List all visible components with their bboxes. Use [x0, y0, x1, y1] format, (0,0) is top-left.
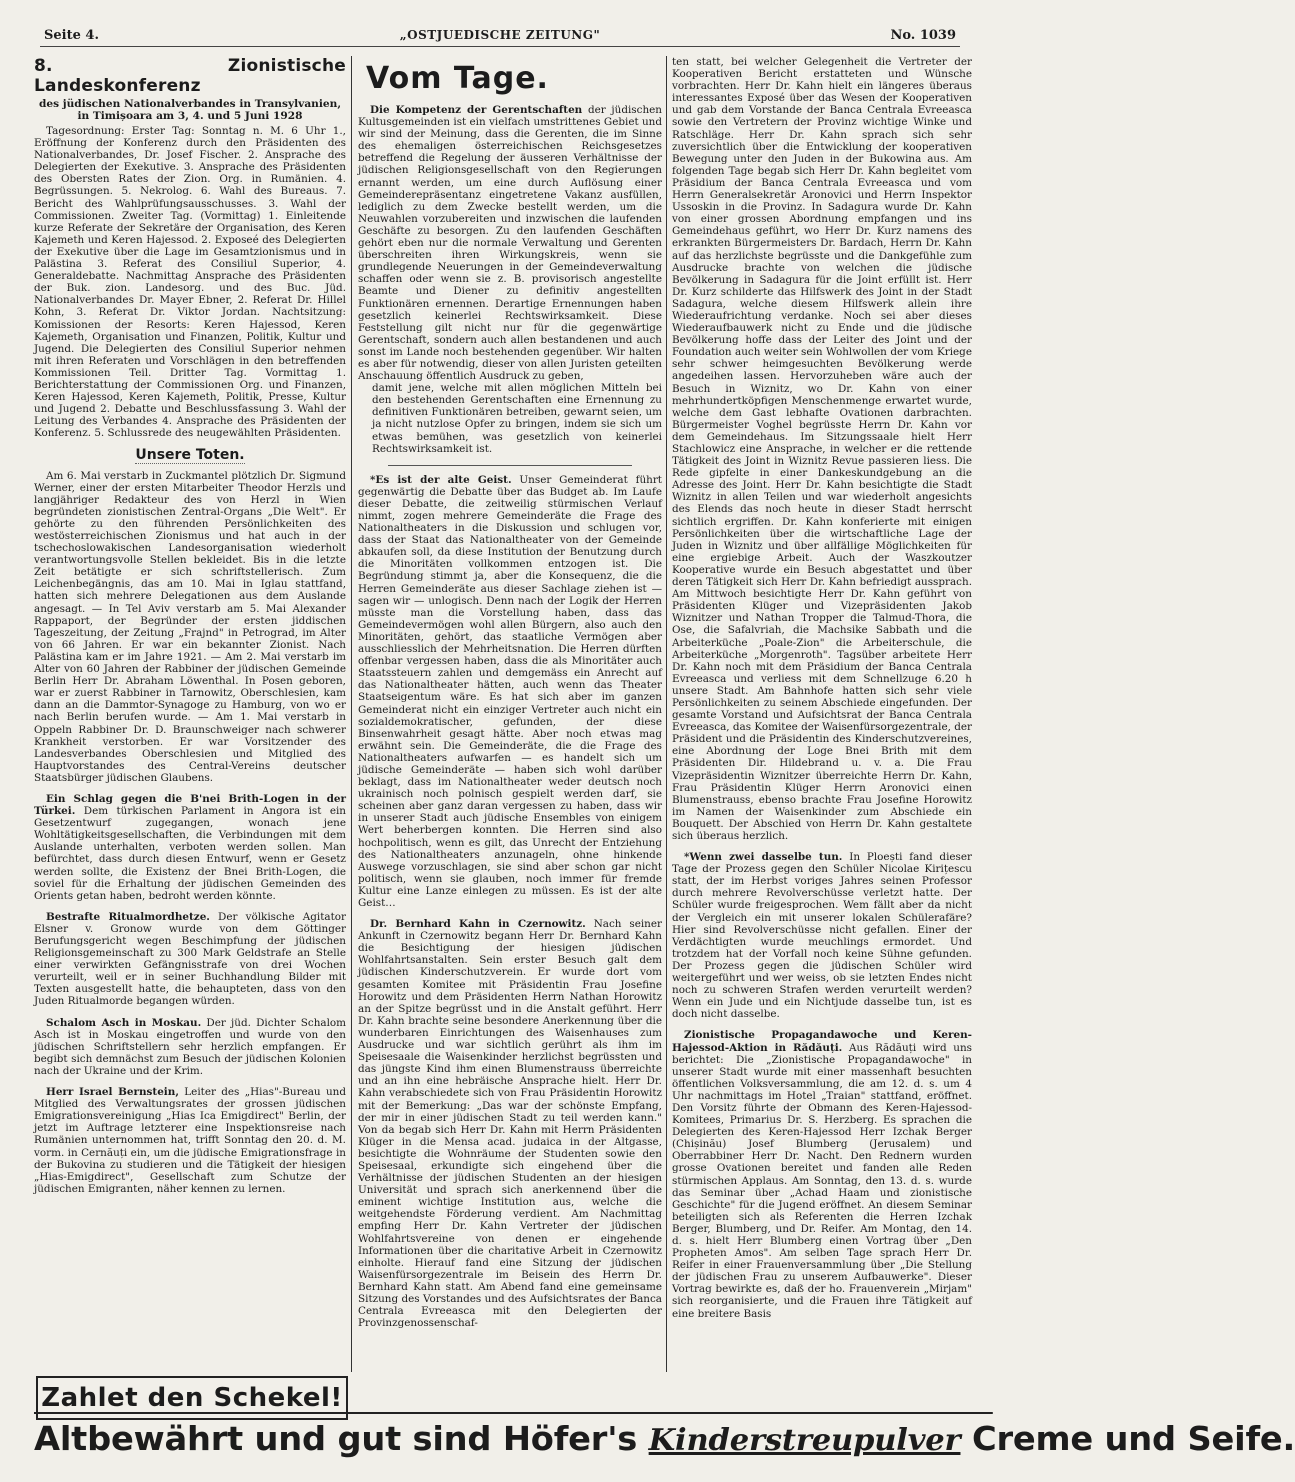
ad-text: Altbewährt und gut sind Höfer's — [34, 1419, 638, 1458]
article-radauti — [672, 1029, 972, 1319]
conference-subtitle: des jüdischen Nationalverbandes in Transylvanien, in Timișoara am 3, 4. und 5 Juni 1928 — [38, 98, 342, 122]
obituary-title: Unsere Toten. — [135, 447, 245, 464]
article-body: Der jüd. Dichter Schalom Asch ist in Moskau eingetroffen und wurde von den jüdischen Schriftstellern sehr herzlich empfangen. Er begibt sich demnächst zum Besuch der jüdischen Kolonien nach der Ukraine und der Krim. — [34, 1016, 347, 1077]
column-rule — [666, 56, 667, 1372]
column-left — [34, 56, 346, 1372]
conference-agenda: Tagesordnung: Erster Tag: Sonntag n. M. 6 Uhr 1., Eröffnung der Konferenz durch den Präsidenten des Nationalverbandes, Dr. Josef Fischer. 2. Ansprache des Delegierten der Exekutive. 3. Ansprache des Präsidenten des Obersten Rates der Zion. Org. in Rumänien. 4. Begrüssungen. 5. Nekrolog. 6. Wahl des Bureaus. 7. Bericht des Wahlprüfungsausschusses. 3. Wahl der Commissionen. Zweiter Tag. (Vormittag) 1. Einleitende kurze Referate der Sekretäre der Organisation, des Keren Kajemeth und Keren Hajessod. 2. Exposeé des Delegierten der Exekutive über die Lage im Gesamtzionismus und in Palästina 3. Referat des Consiliul Superior, 4. Generaldebatte. Nachmittag Ansprache des Präsidenten der Buk. zion. Landesorg. und des Buc. Jüd. Nationalverbandes Dr. Mayer Ebner, 2. Referat Dr. Hillel Kohn, 3. Referat Dr. Viktor Jordan. Nachtsitzung: Komissionen der Resorts: Keren Hajessod, Keren Kajemeth, Organisation und Finanzen, Politik, Kultur und Jugend. Die Delegierten des Consiliul Superior nehmen mit ihren Referaten und Vorschlägen in den betreffenden Kommissionen Teil. Dritter Tag. Vormittag 1. Berichterstattung der Commissionen Org. und Finanzen, Keren Hajessod, Keren Kajemeth, Politik, Presse, Kultur und Jugend 2. Debatte und Beschlussfassung 3. Wahl der Leitung des Verbandes 4. Ansprache des Präsidenten der Konferenz. 5. Schlussrede des neugewählten Präsidenten. — [34, 125, 346, 440]
article-ploesti — [672, 851, 972, 1020]
article-body: Nach seiner Ankunft in Czernowitz begann Herr Dr. Bernhard Kahn die Besichtigung der hiesigen jüdischen Wohlfahrtsanstalten. Sein erster Besuch galt dem jüdischen Kinderschutzverein. Er wurde dort vom gesamten Komitee mit Präsidentin Frau Josefine Horowitz und dem Präsidenten Herrn Nathan Horowitz an der Spitze begrüsst und in die Anstalt geführt. Herr Dr. Kahn brachte seine besondere Anerkennung über die wunderbaren Einrichtungen des Waisenhauses zum Ausdrucke und war sichtlich gerührt als ihm im Speisesaale die Waisenkinder herzlichst begrüssten und das jüngste Kind ihm einen Blumenstrauss überreichte und an ihn eine hebräische Ansprache hielt. Herr Dr. Kahn verabschiedete sich von Frau Präsidentin Horowitz mit der Bemerkung: „Das war der schönste Empfang, der mir in einer jüdischen Stadt zu teil werden kann." Von da begab sich Herr Dr. Kahn mit Herrn Präsidenten Klüger in die Mensa acad. judaica in der Altgasse, besichtigte die Wohnräume der Studenten sowie den Speisesaal, erkundigte sich eingehend über die Verhältnisse der jüdischen Studenten an der hiesigen Universität und sprach sich anerkennend über die eminent wichtige Institution aus, welche die weitgehendste Förderung verdient. Am Nachmittag empfing Herr Dr. Kahn Vertreter der jüdischen Wohlfahrtsvereine von denen er eingehende Informationen über die charitative Arbeit in Czernowitz einholte. Hierauf fand eine Sitzung der jüdischen Waisenfürsorgezentrale im Beisein des Herrn Dr. Bernhard Kahn statt. Am Abend fand eine gemeinsame Sitzung des Vorstandes und des Aufsichtsrates der Banca Centrala Evreeasca mit den Delegierten der Provinzgenossenschaf- — [358, 918, 662, 1330]
page-number: Seite 4. — [44, 28, 99, 43]
article-lead: Zionistische Propagandawoche und Keren-Hajessod-Aktion in Rădăuți. — [672, 1029, 972, 1054]
hoefer-advertisement — [34, 1412, 1295, 1464]
article-brith — [34, 793, 346, 902]
article-body: Dem türkischen Parlament in Angora ist ein Gesetzentwurf zugegangen, wonach jene Wohltätigkeitsgesellschaften, die Verbindungen mit dem Auslande unterhalten, verboten werden sollen. Man befürchtet, dass durch diesen Entwurf, wenn er Gesetz werden sollte, die Existenz der Bnei Brith-Logen, die soviel für die Erhaltung der jüdischen Gemeinden des Orients getan haben, bedroht werden könnte. — [34, 805, 346, 902]
article-lead: *Es ist der alte Geist. — [370, 473, 512, 486]
column-right — [672, 56, 972, 1372]
masthead: „OSTJUEDISCHE ZEITUNG" — [399, 28, 601, 42]
article-body: Aus Rădăuți wird uns berichtet: Die „Zionistische Propagandawoche" in unserer Stadt wurde mit einer massenhaft besuchten öffentlichen Volksversammlung, die am 12. d. s. um 4 Uhr nachmittags im Hotel „Traian" stattfand, eröffnet. Den Vorsitz führte der Obmann des Keren-Hajessod-Komitees, Primarius Dr. S. Herzberg. Es sprachen die Delegierten des Keren-Hajessod Herr Izchak Berger (Chișinău) Josef Blumberg (Jerusalem) und Oberrabbiner Herr Dr. Nacht. Den Rednern wurden grosse Ovationen bereitet und fanden alle Reden stürmischen Applaus. Am Sonntag, den 13. d. s. wurde das Seminar über „Achad Haam und zionistische Geschichte" für die Jugend eröffnet. An diesem Seminar beteiligten sich als Referenten die Herren Izchak Berger, Blumberg, und Dr. Reifer. Am Montag, den 14. d. s. hielt Herr Blumberg einen Vortrag über „Den Propheten Amos". Am selben Tage sprach Herr Dr. Reifer in einer Frauenversammlung über „Die Stellung der jüdischen Frau zu unserem Aufbauwerke". Dieser Vortrag bewirkte es, daß der ho. Frauenverein „Mirjam" sich reorganisierte, und die Frauen ihre Tätigkeit auf eine breitere Basis — [672, 1041, 972, 1320]
section-title-vom-tage: Vom Tage. — [366, 61, 549, 96]
column-middle — [358, 56, 662, 1372]
column-rule — [351, 56, 352, 1372]
article-lead: Schalom Asch in Moskau. — [46, 1016, 202, 1029]
ad-text: Creme und Seife. — [972, 1419, 1295, 1458]
article-body: der jüdischen Kultusgemeinden ist ein vielfach umstrittenes Gebiet und wir sind der Meinung, dass die Gerenten, die im Sinne des ehemaligen österreichischen Reichsgesetzes betreffend die Regelung der äusseren Verhältnisse der jüdischen Religionsgesellschaft von den Regierungen ernannt werden, um eine durch Auflösung einer Gemeinderepräsentanz eingetretene Vakanz ausfüllen, lediglich zu dem Zwecke bestellt werden, um die Neuwahlen vorzubereiten und inzwischen die laufenden Geschäfte zu besorgen. Zu den laufenden Geschäften gehört eben nur die normale Verwaltung und Gerenten überschreiten ihren Wirkungskreis, wenn sie grundlegende Neuerungen in der Gemeindeverwaltung schaffen oder wenn sie z. B. provisorisch angestellte Beamte und Diener zu definitiv angestellten Funktionären ernennen. Derartige Ernennungen haben gesetzlich keinerlei Rechtswirksamkeit. Diese Feststellung gilt nicht nur für die gegenwärtige Gerentschaft, sondern auch allen bestandenen und auch sonst im Lande noch bestehenden gegenüber. Wir halten es aber für notwendig, dieser von allen Juristen geteilten Anschauung öffentlich Ausdruck zu geben, — [358, 104, 662, 383]
conference-title: 8. Zionistische Landeskonferenz — [34, 56, 346, 96]
article-lead: *Wenn zwei dasselbe tun. — [684, 851, 843, 864]
separator — [388, 465, 632, 466]
article-body: Unser Gemeinderat führt gegenwärtig die Debatte über das Budget ab. Im Laufe dieser Debatte, die zeitweilig stürmischen Verlauf nimmt, zogen mehrere Gemeinderäte die Frage des Nationaltheaters in die Diskussion und schlugen vor, dass der Staat das Nationaltheater von der Gemeinde abkaufen soll, da diese Institution der Benutzung durch die Minoritäten vollkommen entzogen ist. Die Begründung stimmt ja, aber die Konsequenz, die die Herren Gemeinderäte aus dieser Sachlage ziehen ist — sagen wir — unlogisch. Denn nach der Logik der Herren müsste man die Vorstellung haben, dass das Gemeindevermögen wohl allen Bürgern, also auch den Minoritäten, gehört, das staatliche Vermögen aber ausschliesslich der Mehrheitsnation. Die Herren dürften offenbar vergessen haben, dass die als Minoritäter auch Staatssteuern zahlen und demgemäss ein Anrecht auf das Nationaltheater hätten, auch wenn das Theater Staatseigentum wäre. Es hat sich aber im ganzen Gemeinderat nicht ein einziger Vertreter auch nicht ein sozialdemokratischer, gefunden, der diese Binsenwahrheit gesagt hätte. Aber noch etwas mag erwähnt sein. Die Gemeinderäte, die die Frage des Nationaltheaters aufwarfen — es handelt sich um jüdische Gemeinderäte — haben sich wohl darüber beklagt, dass im Nationaltheater weder deutsch noch ukrainisch noch polnisch gespielt werden darf, sie scheinen aber ganz daran vergessen zu haben, dass wir in unserer Stadt auch jüdische Ensembles von einigem Wert beherbergen konnten. Die Herren sind also hochpolitisch, wenn es gilt, das Unrecht der Entziehung des Nationaltheaters anzunageln, ohne hinkende Auswege vorzuschlagen, sie sind aber schon gar nicht politisch, wenn sie glauben, noch immer für fremde Kultur eine Lanze einlegen zu müssen. Es ist der alte Geist… — [358, 473, 662, 909]
article-body: Leiter des „Hias"-Bureau und Mitglied des Verwaltungsrates der grossen jüdischen Emigrationsvereinigung „Hias Ica Emigdirect" Berlin, der jetzt im Auftrage letzterer eine Inspektionsreise nach Rumänien unternommen hat, trifft Sonntag den 20. d. M. vorm. in Cernăuți ein, um die jüdische Emigrationsfrage in der Bukovina zu studieren und die Tätigkeit der hiesigen „Hias-Emigdirect", Gesellschaft zum Schutze der jüdischen Emigranten, näher kennen zu lernen. — [34, 1086, 346, 1195]
article-lead: Dr. Bernhard Kahn in Czernowitz. — [370, 918, 586, 931]
article-asch — [34, 1017, 346, 1077]
schekel-notice: Zahlet den Schekel! — [36, 1376, 348, 1420]
article-lead: Ein Schlag gegen die B'nei Brith-Logen in der Türkei. — [34, 792, 346, 818]
page-header — [40, 24, 960, 47]
article-ritual — [34, 911, 346, 1008]
article-lead: Bestrafte Ritualmordhetze. — [46, 910, 210, 923]
article-lead: Herr Israel Bernstein, — [46, 1086, 179, 1099]
article-body: Der völkische Agitator Elsner v. Gronow wurde von dem Göttinger Berufungsgericht wegen Beschimpfung der jüdischen Religionsgemeinschaft zu 300 Mark Geldstrafe an Stelle einer verwirkten Gefängnisstrafe von drei Wochen verurteilt, weil er in seiner Buchhandlung Bilder mit Texten ausgestellt hatte, die behaupteten, dass von den Juden Ritualmorde begangen würden. — [34, 910, 346, 1008]
ad-product: Kinderstreupulver — [648, 1423, 961, 1458]
article-body: In Ploești fand dieser Tage der Prozess gegen den Schüler Nicolae Kirițescu statt, der im Herbst voriges Jahres seinen Professor durch mehrere Revolverschüsse verletzt hatte. Der Schüler wurde freigesprochen. Wem fällt aber da nicht der Vergleich ein mit unserer lokalen Schülerafäre? Hier sind Revolverschüsse nicht gefallen. Einer der Verdächtigten wurde meuchlings ermordet. Und trotzdem hat der Vorfall noch keine Sühne gefunden. Der Prozess gegen die jüdischen Schüler wird weitergeführt und wer weiss, ob sie letzten Endes nicht noch zu schweren Strafen werden verurteilt werden? Wenn ein Jude und ein Nichtjude dasselbe tun, ist es doch nicht dasselbe. — [672, 851, 972, 1021]
article-kahn — [358, 918, 662, 1329]
article-body-indented: damit jene, welche mit allen möglichen Mitteln bei den bestehenden Gerentschaften eine Ernennung zu definitiven Funktionären betreiben, gewarnt seien, um ja nicht nutzlose Opfer zu bringen, indem sie sich um etwas bemühen, was gesetzlich von keinerlei Rechtswirksamkeit ist. — [372, 382, 662, 455]
issue-number: No. 1039 — [890, 28, 956, 43]
article-lead: Die Kompetenz der Gerentschaften — [370, 104, 583, 116]
article-bernstein — [34, 1086, 346, 1195]
obituary-body: Am 6. Mai verstarb in Zuckmantel plötzlich Dr. Sigmund Werner, einer der ersten Mitarbeiter Theodor Herzls und langjähriger Redakteur des von Herzl in Wien begründeten zionistischen Zentral-Organs „Die Welt". Er gehörte zu den führenden Persönlichkeiten des westösterreichischen Zionismus und hat auch in der tschechoslowakischen Landesorganisation wiederholt verantwortungsvolle Stellen bekleidet. Bis in die letzte Zeit betätigte er sich schriftstellerisch. Zum Leichenbegängnis, das am 10. Mai in Iglau stattfand, hatten sich mehrere Delegationen aus dem Auslande angesagt. — In Tel Aviv verstarb am 5. Mai Alexander Rappaport, der Begründer der ersten jiddischen Tageszeitung, der Zeitung „Frajnd" in Petrograd, im Alter von 66 Jahren. Er war ein bekannter Zionist. Nach Palästina kam er im Jahre 1921. — Am 2. Mai verstarb im Alter von 60 Jahren der Rabbiner der jüdischen Gemeinde Berlin Herr Dr. Abraham Löwenthal. In Posen geboren, war er zuerst Rabbiner in Tarnowitz, Oberschlesien, kam dann an die Dammtor-Synagoge zu Hamburg, von wo er nach Berlin berufen wurde. — Am 1. Mai verstarb in Oppeln Rabbiner Dr. D. Braunschweiger nach schwerer Krankheit verstorben. Er war Vorsitzender des Landesverbandes Oberschlesien und Mitglied des Hauptvorstandes des Central-Vereins deutscher Staatsbürger jüdischen Glaubens. — [34, 469, 346, 784]
article-continuation: ten statt, bei welcher Gelegenheit die Vertreter der Kooperativen Bericht erstatteten und Wünsche vorbrachten. Herr Dr. Kahn hielt ein längeres überaus interessantes Exposé über das Wesen der Kooperativen und gab dem Vorstande der Banca Centrala Evreeasca sowie den Vertretern der Provinz wichtige Winke und Ratschläge. Herr Dr. Kahn sprach sich sehr zuversichtlich über die Entwicklung der kooperativen Bewegung unter den Juden in der Bukowina aus. Am folgenden Tage begab sich Herr Dr. Kahn begleitet vom Präsidium der Banca Centrala Evreeasca und vom Herrn Generalsekretär Aronovici und Herrn Inspektor Ussoskin in die Provinz. In Sadagura wurde Dr. Kahn von einer grossen Abordnung empfangen und ins Gemeindehaus geführt, wo Herr Dr. Kurz namens des erkrankten Bürgermeisters Dr. Bardach, Herrn Dr. Kahn auf das herzlichste begrüsste und die Dankgefühle zum Ausdrucke brachte von welchen die jüdische Bevölkerung in Sadagura für die Joint erfüllt ist. Herr Dr. Kurz schilderte das Hilfswerk des Joint in der Stadt Sadagura, welche diesem Hilfswerk allein ihre Wiederaufrichtung verdanke. Noch sei aber dieses Wiederaufbauwerk nicht zu Ende und die jüdische Bevölkerung hoffe dass der Leiter des Joint und der Foundation auch weiter sein Wohlwollen der vom Kriege sehr schwer heimgesuchten Bevölkerung werde angedeihen lassen. Hervorzuheben wäre auch der Besuch in Wiznitz, wo Dr. Kahn von einer mehrhundertköpfigen Menschenmenge erwartet wurde, welche dem Gast lebhafte Ovationen darbrachten. Bürgermeister Voghel begrüsste Herrn Dr. Kahn vor dem Gemeindehaus. Im Sitzungssaale hielt Herr Stachlowicz eine Ansprache, in welcher er die rettende Tätigkeit des Joint in Wiznitz Revue passieren liess. Die Rede gipfelte in einer Dankeskundgebung an die Adresse des Joint. Herr Dr. Kahn besichtigte die Stadt Wiznitz in allen Teilen und war wiederholt angesichts des Elends das noch heute in dieser Stadt herrscht sichtlich ergriffen. Dr. Kahn konferierte mit einigen Persönlichkeiten über die wirtschaftliche Lage der Juden in Wiznitz und über allfällige Möglichkeiten für eine ergiebige Arbeit. Auch der Waszkoutzer Kooperative wurde ein Besuch abgestattet und über deren Tätigkeit sich Herr Dr. Kahn befriedigt aussprach. Am Mittwoch besichtigte Herr Dr. Kahn geführt von Präsidenten Klüger und Vizepräsidenten Jakob Wiznitzer und Nathan Tropper die Talmud-Thora, die Ose, die Safalvriah, die Machsike Sabbath und die Arbeiterküche „Poale-Zion" die Arbeiterschule, die Arbeiterküche „Morgenroth". Tagsüber arbeitete Herr Dr. Kahn noch mit dem Präsidium der Banca Centrala Evreeasca und verliess mit dem Schnellzuge 6.20 h unsere Stadt. Am Bahnhofe hatten sich sehr viele Persönlichkeiten zu seinem Abschiede eingefunden. Der gesamte Vorstand und Aufsichtsrat der Banca Centrala Evreeasca, das Komitee der Waisenfürsorgezentrale, der Präsident und die Präsidentin des Kinderschutzvereines, eine Abordnung der Loge Bnei Brith mit dem Präsidenten Dir. Hildebrand u. v. a. Die Frau Vizepräsidentin Wiznitzer überreichte Herrn Dr. Kahn, Frau Präsidentin Klüger Herrn Aronovici einen Blumenstrauss, ebenso brachte Frau Josefine Horowitz im Namen der Waisenkinder zum Abschiede ein Bouquett. Der Abschied von Herrn Dr. Kahn gestaltete sich überaus herzlich. — [672, 56, 972, 842]
